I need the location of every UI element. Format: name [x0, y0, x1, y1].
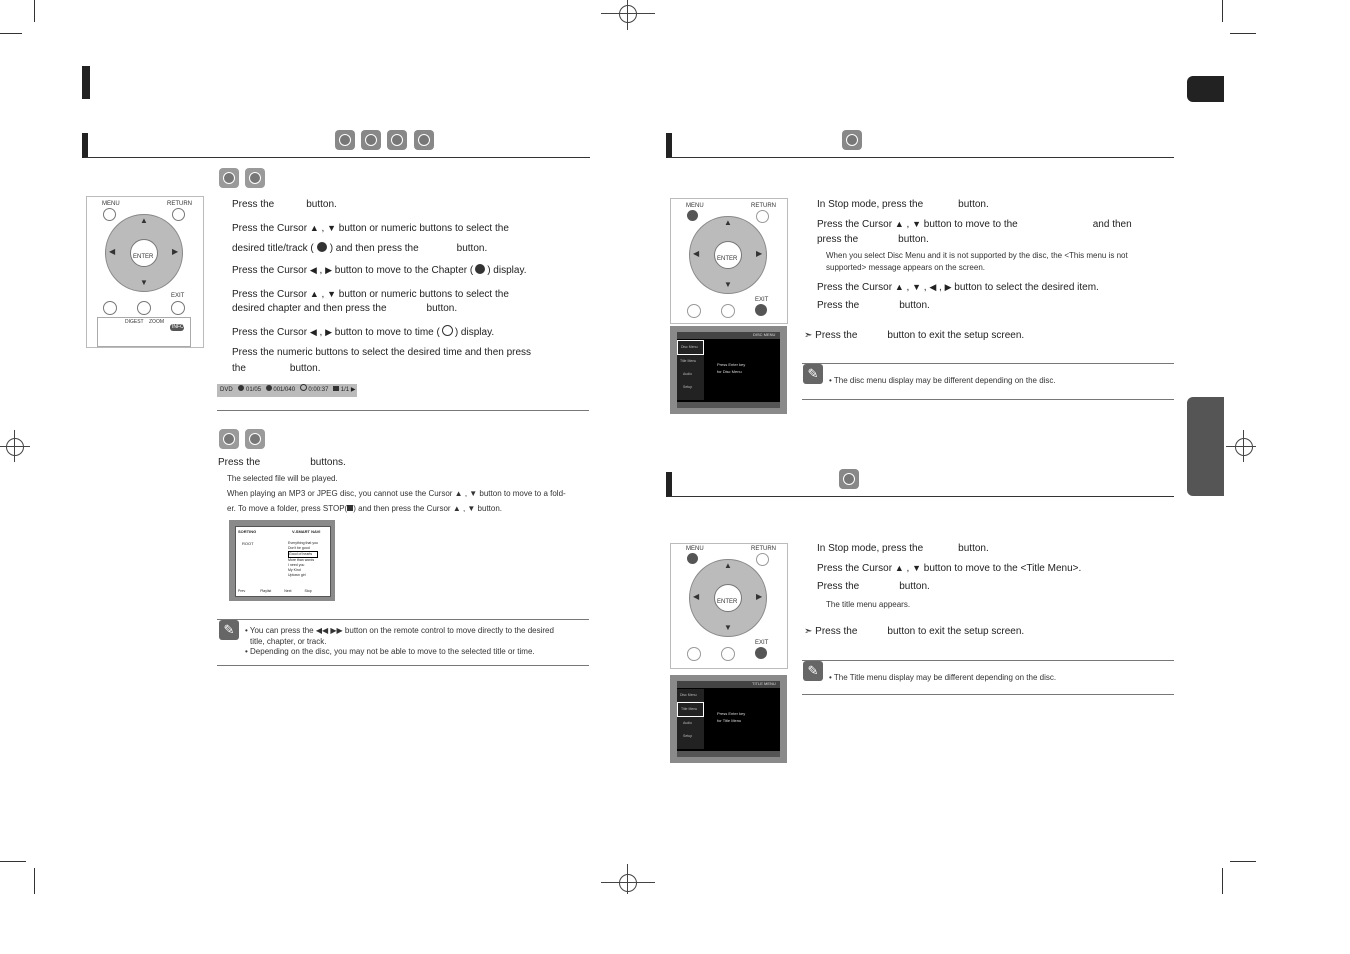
section2-note-2: When playing an MP3 or JPEG disc, you cannot use the Cursor ▲ , ▼ button to move to a fold-	[227, 489, 566, 498]
step-6-text-cont: the button.	[232, 363, 321, 374]
up-arrow-icon: ▲	[894, 563, 904, 573]
file-item[interactable]: Uptown girl	[288, 573, 306, 577]
skip-icon: ◀◀ ▶▶	[315, 626, 343, 635]
step-2-text: Press the Cursor ▲ , ▼ button to move to the <Title Menu>.	[817, 563, 1082, 574]
remote-menu-label: MENU	[686, 546, 704, 552]
status-dvd: DVD	[220, 387, 233, 393]
step-4-text-cont: desired chapter and then press the button.	[232, 303, 458, 314]
crop-mark	[0, 861, 26, 862]
exit-button[interactable]	[755, 647, 767, 659]
screen-header-title: DISC MENU	[753, 332, 776, 337]
remote-zoom-label: ZOOM	[149, 319, 164, 325]
crop-mark	[1222, 868, 1223, 894]
step-6-text: Press the numeric buttons to select the desired time and then press	[232, 347, 532, 358]
remote-control-illustration	[86, 196, 204, 348]
left-arrow-icon: ◀	[109, 247, 116, 256]
remote-menu-label: MENU	[102, 201, 120, 207]
file-item[interactable]: More than words	[288, 558, 315, 562]
step-2-text-cont: desired title/track ( ) and then press the button.	[232, 243, 488, 254]
screen-footer	[677, 751, 780, 757]
registration-mark	[627, 864, 628, 894]
down-arrow-icon: ▼	[469, 489, 478, 498]
pointer-arrow-icon: ➣	[804, 626, 816, 637]
remote-control-illustration	[670, 543, 788, 669]
file-navigation-screen	[229, 520, 335, 601]
file-screen-footer	[238, 589, 312, 593]
step-1-text: In Stop mode, press the button.	[817, 543, 989, 554]
menu-button[interactable]	[103, 208, 116, 221]
left-arrow-icon: ◀	[309, 327, 317, 337]
up-arrow-icon: ▲	[724, 561, 732, 570]
step-4-text: Press the Cursor ▲ , ▼ button or numeric buttons to select the	[232, 289, 509, 300]
up-arrow-icon: ▲	[894, 282, 904, 292]
crop-mark	[1230, 33, 1256, 34]
up-arrow-icon: ▲	[454, 489, 463, 498]
registration-mark	[0, 446, 30, 447]
menu-item-disc-menu[interactable]: Disc Menu	[677, 340, 704, 355]
divider	[217, 410, 589, 411]
down-arrow-icon: ▼	[912, 282, 921, 292]
divider	[217, 619, 589, 620]
crop-mark	[34, 868, 35, 894]
left-arrow-icon: ◀	[693, 592, 700, 601]
remote-exit-label: EXIT	[755, 640, 769, 646]
crop-mark	[0, 33, 22, 34]
screen-message-line1: Press Enter key	[717, 711, 746, 716]
title-menu-screen-inner	[677, 681, 780, 757]
registration-mark	[619, 5, 637, 23]
remote-enter-label: ENTER	[717, 599, 738, 605]
divider	[802, 660, 1174, 661]
menu-item-audio[interactable]: Audio	[683, 372, 692, 376]
section-heading-bar	[666, 472, 1174, 497]
crop-mark	[34, 0, 35, 22]
remote-button[interactable]	[137, 301, 151, 315]
up-arrow-icon: ▲	[140, 216, 148, 225]
section2-main-text: Press the buttons.	[218, 457, 346, 468]
disc-menu-sub-note-cont: supported> message appears on the screen.	[826, 263, 985, 272]
page-title-bar	[82, 66, 90, 99]
file-item[interactable]: I need you	[288, 563, 305, 567]
screen-menu-column	[677, 689, 704, 749]
menu-item-audio[interactable]: Audio	[683, 721, 692, 725]
disc-menu-screen	[670, 326, 787, 414]
remote-digest-label: DIGEST	[125, 319, 144, 325]
remote-button[interactable]	[687, 304, 701, 318]
footer-stop: Stop	[304, 589, 312, 593]
page-number-tab	[1187, 76, 1224, 102]
step-4-text: Press the button.	[817, 300, 930, 311]
pencil-note-icon: ✎	[219, 620, 239, 640]
left-arrow-icon: ◀	[929, 282, 937, 292]
file-item[interactable]: My Kind	[288, 568, 301, 572]
return-button[interactable]	[172, 208, 185, 221]
screen-footer	[677, 402, 780, 408]
vsmart-label: V-SMART NAVI	[292, 529, 321, 534]
menu-button[interactable]	[687, 210, 698, 221]
chapter-icon	[266, 385, 272, 391]
section2-note-1: The selected file will be played.	[227, 474, 338, 483]
exit-button[interactable]	[171, 301, 185, 315]
playback-status-bar	[217, 384, 357, 397]
title-menu-sub-note: The title menu appears.	[826, 600, 911, 609]
down-arrow-icon: ▼	[467, 504, 476, 513]
status-angle: 1/1	[340, 387, 350, 393]
menu-item-setup[interactable]: Setup	[683, 385, 693, 389]
vcd-disc-icon	[245, 168, 265, 188]
remote-return-label: RETURN	[751, 546, 776, 552]
right-arrow-icon: ▶	[756, 249, 763, 258]
up-arrow-icon: ▲	[894, 219, 904, 229]
step-3-text: Press the button.	[817, 581, 930, 592]
dvd-disc-icon	[839, 469, 859, 489]
screen-header-title: TITLE MENU	[752, 681, 776, 686]
file-item-selected[interactable]: Good of hearts	[288, 551, 318, 558]
step-1-text: Press the button.	[232, 199, 337, 210]
pencil-note-icon: ✎	[803, 661, 823, 681]
dvd-disc-icon	[335, 130, 355, 150]
disc-menu-sub-note: When you select Disc Menu and it is not supported by the disc, the <This menu is not	[826, 251, 1128, 260]
title-menu-tip: • The Title menu display may be different depending on the disc.	[829, 673, 1057, 682]
right-arrow-icon: ▶	[325, 265, 332, 275]
footer-playlist: Playlist	[260, 589, 272, 593]
chapter-icon	[475, 264, 485, 274]
divider	[802, 399, 1174, 400]
title-icon	[238, 385, 244, 391]
menu-item-setup[interactable]: Setup	[683, 734, 693, 738]
down-arrow-icon: ▼	[140, 278, 148, 287]
footer-prev: Prev	[238, 589, 246, 593]
remote-exit-label: EXIT	[755, 297, 769, 303]
remote-button[interactable]	[687, 647, 701, 661]
up-arrow-icon: ▲	[452, 504, 461, 513]
remote-menu-label: MENU	[686, 203, 704, 209]
left-arrow-icon: ◀	[309, 265, 317, 275]
remote-button[interactable]	[103, 301, 117, 315]
exit-button[interactable]	[755, 304, 767, 316]
return-button[interactable]	[756, 553, 769, 566]
step-2-text: Press the Cursor ▲ , ▼ button or numeric buttons to select the	[232, 223, 509, 234]
menu-item-title-menu[interactable]: Title Menu	[677, 702, 704, 717]
remote-return-label: RETURN	[751, 203, 776, 209]
down-arrow-icon: ▼	[724, 280, 732, 289]
section2-note-2-cont: er. To move a folder, press STOP( ) and then press the Cursor ▲ , ▼ button.	[227, 504, 503, 513]
exit-instruction: ➣ Press the button to exit the setup screen.	[804, 626, 1025, 637]
remote-return-label: RETURN	[167, 201, 192, 207]
pointer-arrow-icon: ➣	[804, 330, 816, 341]
up-arrow-icon: ▲	[309, 289, 319, 299]
dvd-disc-icon	[842, 130, 862, 150]
remote-button[interactable]	[721, 304, 735, 318]
clock-icon	[300, 384, 307, 391]
registration-mark	[619, 874, 637, 892]
registration-mark	[1226, 446, 1256, 447]
menu-button[interactable]	[687, 553, 698, 564]
status-title: 01/05	[246, 387, 262, 393]
step-2-text: Press the Cursor ▲ , ▼ button to move to the and then	[817, 219, 1132, 230]
registration-mark	[601, 13, 655, 14]
right-arrow-icon: ▶	[756, 592, 763, 601]
play-icon: ▶	[350, 387, 356, 393]
pencil-note-icon: ✎	[803, 364, 823, 384]
tip-1-cont: title, chapter, or track.	[250, 637, 327, 646]
down-arrow-icon: ▼	[327, 223, 336, 233]
up-arrow-icon: ▲	[309, 223, 319, 233]
remote-button[interactable]	[721, 647, 735, 661]
vcd-disc-icon	[361, 130, 381, 150]
tip-1: • You can press the ◀◀ ▶▶ button on the remote control to move directly to the desired	[245, 626, 554, 635]
divider	[802, 363, 1174, 364]
clock-icon	[442, 325, 453, 336]
right-arrow-icon: ▶	[944, 282, 952, 292]
file-screen-panel	[235, 526, 331, 597]
screen-message-line1: Press Enter key	[717, 362, 746, 367]
status-chapter: 001/040	[273, 387, 296, 393]
remote-control-illustration	[670, 198, 788, 324]
step-1-text: In Stop mode, press the button.	[817, 199, 989, 210]
root-folder[interactable]: ROOT	[242, 541, 254, 546]
left-arrow-icon: ◀	[693, 249, 700, 258]
step-3-text: Press the Cursor ◀ , ▶ button to move to the Chapter ( ) display.	[232, 265, 527, 276]
divider	[217, 665, 589, 666]
file-item[interactable]: Everything that you	[288, 541, 318, 545]
registration-mark	[627, 0, 628, 30]
down-arrow-icon: ▼	[327, 289, 336, 299]
chapter-side-tab	[1187, 397, 1224, 496]
mp3-disc-icon	[219, 429, 239, 449]
remote-exit-label: EXIT	[171, 293, 185, 299]
crop-mark	[1222, 0, 1223, 22]
remote-enter-label: ENTER	[133, 254, 154, 260]
mp3-disc-icon	[414, 130, 434, 150]
title-menu-screen	[670, 675, 787, 763]
footer-next: Next	[284, 589, 292, 593]
file-list	[288, 541, 318, 578]
down-arrow-icon: ▼	[912, 219, 921, 229]
down-arrow-icon: ▼	[912, 563, 921, 573]
jpeg-disc-icon	[245, 429, 265, 449]
registration-mark	[6, 438, 24, 456]
up-arrow-icon: ▲	[724, 218, 732, 227]
step-3-text: Press the Cursor ▲ , ▼ , ◀ , ▶ button to select the desired item.	[817, 282, 1099, 293]
registration-mark	[1243, 430, 1244, 462]
disc-menu-tip: • The disc menu display may be different depending on the disc.	[829, 376, 1056, 385]
menu-item-disc-menu[interactable]: Disc Menu	[680, 693, 697, 697]
right-arrow-icon: ▶	[172, 247, 179, 256]
screen-message-line2: for Disc Menu	[717, 369, 742, 374]
down-arrow-icon: ▼	[724, 623, 732, 632]
menu-item-title-menu[interactable]: Title Menu	[680, 359, 697, 363]
tip-2: • Depending on the disc, you may not be able to move to the selected title or time.	[245, 647, 535, 656]
disc-menu-screen-inner	[677, 332, 780, 408]
registration-mark	[1235, 438, 1253, 456]
registration-mark	[14, 430, 15, 462]
exit-instruction: ➣ Press the button to exit the setup screen.	[804, 330, 1025, 341]
remote-info-label: INFO	[172, 324, 184, 330]
right-arrow-icon: ▶	[325, 327, 332, 337]
return-button[interactable]	[756, 210, 769, 223]
screen-menu-column	[677, 340, 704, 400]
remote-enter-label: ENTER	[717, 256, 738, 262]
dvd-disc-icon	[219, 168, 239, 188]
angle-icon	[333, 386, 339, 391]
title-icon	[317, 242, 327, 252]
step-2-text-cont: press the button.	[817, 234, 929, 245]
status-time: 0:00:37	[308, 387, 329, 393]
registration-mark	[601, 882, 655, 883]
cd-disc-icon	[387, 130, 407, 150]
file-item[interactable]: Don't be good	[288, 546, 310, 550]
crop-mark	[1230, 861, 1256, 862]
sorting-label: SORTING	[238, 529, 257, 534]
screen-message-line2: for Title Menu	[717, 718, 742, 723]
step-5-text: Press the Cursor ◀ , ▶ button to move to time ( ) display.	[232, 327, 495, 338]
section-heading-bar	[666, 133, 1174, 158]
divider	[802, 694, 1174, 695]
